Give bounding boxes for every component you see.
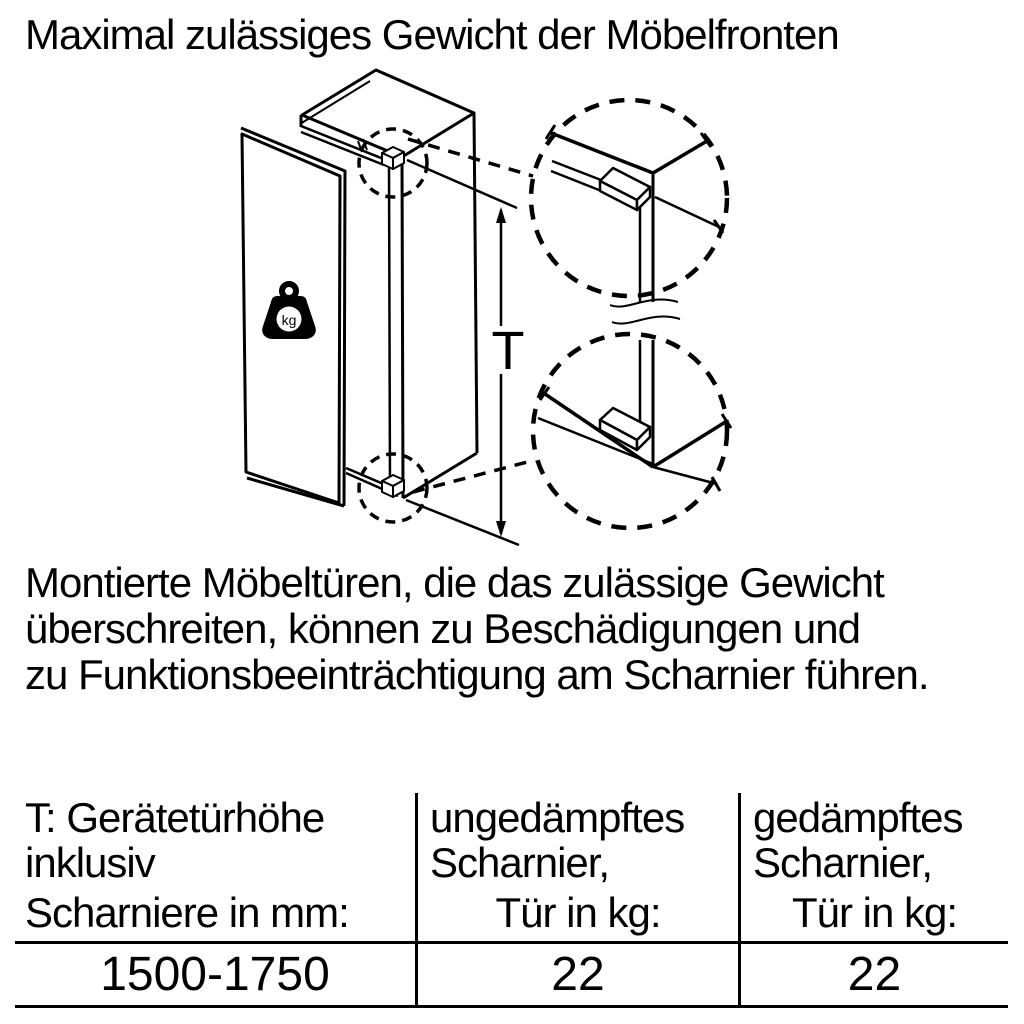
- detail-circle-bottom: [533, 334, 731, 528]
- header-line: Scharnier,: [753, 839, 933, 886]
- detail-reference-circles: [359, 129, 427, 522]
- header-line: Tür in kg:: [495, 889, 661, 936]
- table-column-damped-hinge: [738, 793, 1008, 1005]
- column-header: [741, 793, 1008, 944]
- header-line: Scharniere in mm:: [25, 889, 349, 936]
- column-header: [418, 793, 738, 944]
- detail-circle-top: [531, 100, 727, 302]
- warning-line: überschreiten, können zu Beschädigungen und: [25, 605, 860, 652]
- header-line: ungedämpftes: [430, 794, 685, 841]
- table-value-undamped-weight: 22: [551, 948, 605, 1001]
- header-line: T: Gerätetürhöhe: [25, 794, 325, 841]
- page-title: Maximal zulässiges Gewicht der Möbelfronten: [25, 11, 839, 58]
- warning-line: zu Funktionsbeeinträchtigung am Scharnier führen.: [25, 651, 929, 698]
- header-line: inklusiv: [25, 839, 155, 886]
- header-line: gedämpftes: [753, 794, 963, 841]
- header-line: Scharnier,: [430, 839, 610, 886]
- warning-line: Montierte Möbeltüren, die das zulässige Gewicht: [25, 559, 884, 606]
- bottom-hinge-block: [382, 475, 404, 497]
- top-hinge-block: [382, 147, 404, 169]
- table-column-door-height: [15, 793, 415, 1005]
- header-line: Tür in kg:: [791, 889, 958, 936]
- table-value-damped-weight: 22: [847, 948, 902, 1001]
- table-value-door-height: 1500-1750: [100, 948, 330, 1001]
- dimension-T: [406, 160, 527, 545]
- break-symbol: [610, 300, 680, 324]
- table-column-undamped-hinge: [415, 793, 738, 1005]
- weight-icon-label: kg: [281, 312, 297, 328]
- hinge-weight-table: [15, 793, 1008, 1008]
- warning-text: [25, 560, 929, 698]
- dimension-label: T: [491, 321, 525, 381]
- column-header: [15, 793, 415, 944]
- detail-leader-lines: [408, 139, 535, 492]
